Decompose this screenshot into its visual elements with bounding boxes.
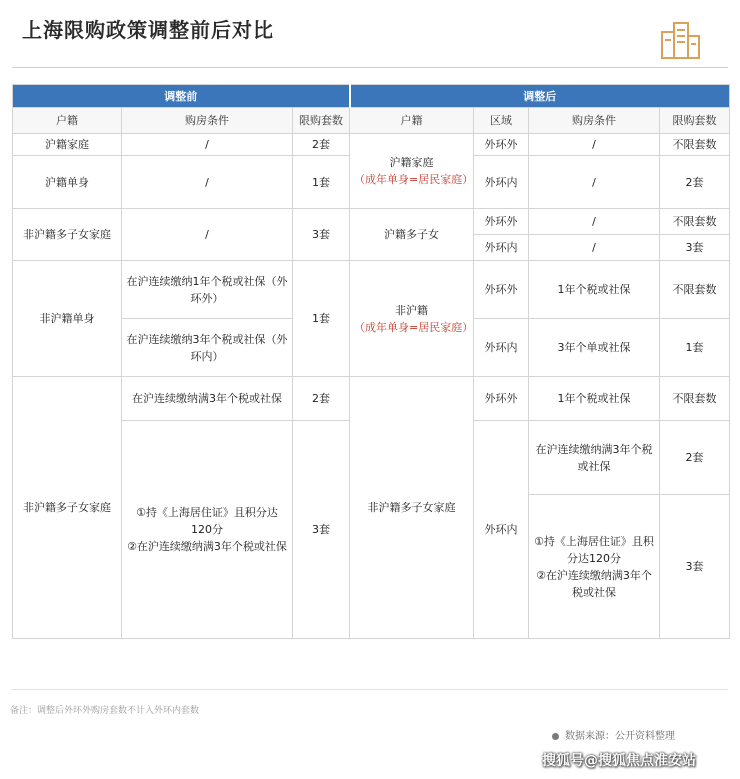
col-hukou-after: 户籍 <box>350 108 474 134</box>
after-zone-cell: 外环外 <box>474 134 529 156</box>
table-row <box>13 209 730 235</box>
before-hukou-cell: 非沪籍单身 <box>13 261 122 377</box>
building-icon <box>660 20 702 60</box>
after-condition-cell: 1年个税或社保 <box>529 261 660 319</box>
before-hukou-cell: 非沪籍多子女家庭 <box>13 377 122 639</box>
after-zone-cell: 外环内 <box>474 319 529 377</box>
table-row <box>13 261 730 319</box>
after-limit-cell: 不限套数 <box>660 261 730 319</box>
before-condition-cell: / <box>122 156 293 209</box>
after-condition-cell: 1年个税或社保 <box>529 377 660 421</box>
after-hukou-cell: 沪籍多子女 <box>350 209 474 261</box>
after-condition-cell: 在沪连续缴纳满3年个税或社保 <box>529 421 660 495</box>
before-limit-cell: 2套 <box>293 134 350 156</box>
after-limit-cell: 2套 <box>660 421 730 495</box>
after-hukou-cell: 非沪籍多子女家庭 <box>350 377 474 639</box>
after-zone-cell: 外环内 <box>474 421 529 639</box>
source-line <box>552 727 675 742</box>
header-before: 调整前 <box>13 85 350 108</box>
condition-line: ①持《上海居住证》且积分达120分 <box>136 506 278 536</box>
watermark: 搜狐号@搜狐焦点淮安站 <box>542 753 696 769</box>
header-after: 调整后 <box>350 85 730 108</box>
after-limit-cell: 2套 <box>660 156 730 209</box>
after-condition-cell <box>529 495 660 639</box>
after-limit-cell: 3套 <box>660 235 730 261</box>
before-condition-cell: 在沪连续缴纳1年个税或社保（外环外） <box>122 261 293 319</box>
before-limit-cell: 2套 <box>293 377 350 421</box>
col-limit-after: 限购套数 <box>660 108 730 134</box>
after-hukou-note: （成年单身=居民家庭） <box>354 320 474 334</box>
after-limit-cell: 1套 <box>660 319 730 377</box>
after-hukou-cell <box>350 134 474 209</box>
after-limit-cell: 不限套数 <box>660 134 730 156</box>
table-row <box>13 377 730 421</box>
after-condition-cell: 3年个单或社保 <box>529 319 660 377</box>
table-row <box>13 134 730 156</box>
condition-line: ②在沪连续缴纳满3年个税或社保 <box>536 568 652 599</box>
before-limit-cell: 1套 <box>293 261 350 377</box>
before-condition-cell <box>122 421 293 639</box>
after-condition-cell: / <box>529 235 660 261</box>
after-limit-cell: 不限套数 <box>660 209 730 235</box>
footnote: 备注：调整后外环外购房套数不计入外环内套数 <box>10 706 200 716</box>
title-divider <box>12 67 728 68</box>
after-condition-cell: / <box>529 209 660 235</box>
before-limit-cell: 1套 <box>293 156 350 209</box>
condition-line: ②在沪连续缴纳满3年个税或社保 <box>127 540 287 553</box>
before-condition-cell: / <box>122 134 293 156</box>
after-zone-cell: 外环外 <box>474 261 529 319</box>
table-header-sub <box>13 108 730 134</box>
col-conditions-after: 购房条件 <box>529 108 660 134</box>
table-header-main <box>13 85 730 108</box>
after-condition-cell: / <box>529 134 660 156</box>
bullet-icon <box>552 733 559 740</box>
col-conditions-before: 购房条件 <box>122 108 293 134</box>
condition-line: ①持《上海居住证》且积分达120分 <box>534 534 654 565</box>
after-hukou-label: 沪籍家庭 <box>389 156 434 169</box>
after-zone-cell: 外环外 <box>474 209 529 235</box>
policy-comparison-table <box>12 84 730 639</box>
after-hukou-note: （成年单身=居民家庭） <box>354 173 474 186</box>
footer-divider <box>12 689 728 690</box>
after-hukou-cell <box>350 261 474 377</box>
after-zone-cell: 外环内 <box>474 156 529 209</box>
before-hukou-cell: 非沪籍多子女家庭 <box>13 209 122 261</box>
before-limit-cell: 3套 <box>293 421 350 639</box>
after-hukou-label: 非沪籍 <box>395 303 428 317</box>
before-hukou-cell: 沪籍单身 <box>13 156 122 209</box>
before-condition-cell: 在沪连续缴纳满3年个税或社保 <box>122 377 293 421</box>
after-limit-cell: 3套 <box>660 495 730 639</box>
after-condition-cell: / <box>529 156 660 209</box>
after-zone-cell: 外环内 <box>474 235 529 261</box>
source-text: 数据来源：公开资料整理 <box>565 731 675 742</box>
before-limit-cell: 3套 <box>293 209 350 261</box>
before-hukou-cell: 沪籍家庭 <box>13 134 122 156</box>
after-zone-cell: 外环外 <box>474 377 529 421</box>
after-limit-cell: 不限套数 <box>660 377 730 421</box>
col-limit-before: 限购套数 <box>293 108 350 134</box>
col-hukou-before: 户籍 <box>13 108 122 134</box>
before-condition-cell: / <box>122 209 293 261</box>
before-condition-cell: 在沪连续缴纳3年个税或社保（外环内） <box>122 319 293 377</box>
page-title: 上海限购政策调整前后对比 <box>22 18 274 42</box>
col-zone-after: 区域 <box>474 108 529 134</box>
